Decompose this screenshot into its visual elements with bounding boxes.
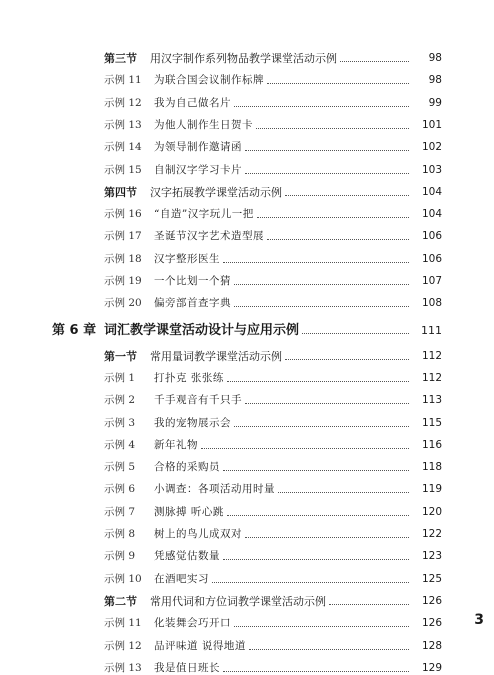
toc-example-row[interactable]: [0, 203, 494, 221]
toc-example-row[interactable]: [0, 523, 494, 541]
toc-entry-label: 示例 12: [104, 96, 142, 109]
toc-entry-title: 用汉字制作系列物品教学课堂活动示例: [150, 52, 337, 65]
toc-example-row[interactable]: [0, 501, 494, 519]
toc-entry-title: 为联合国会议制作标牌: [154, 74, 264, 87]
dot-leader: [227, 381, 409, 382]
toc-entry-page: 112: [421, 349, 442, 362]
toc-section-row[interactable]: [0, 590, 494, 608]
dot-leader: [212, 582, 409, 583]
toc-entry-label: 示例 14: [104, 141, 142, 154]
toc-example-row[interactable]: [0, 136, 494, 154]
toc-entry-label: 第一节: [104, 349, 137, 363]
toc-entry-title: 品评味道 说得地道: [154, 639, 246, 652]
dot-leader: [249, 649, 409, 650]
toc-entry-page: 106: [421, 230, 442, 243]
toc-entry-title: 测脉搏 听心跳: [154, 505, 224, 518]
toc-entry-page: 98: [428, 52, 442, 64]
dot-leader: [234, 626, 409, 627]
toc-entry-title: 常用代词和方位词教学课堂活动示例: [150, 594, 326, 608]
toc-example-row[interactable]: [0, 434, 494, 452]
dot-leader: [223, 671, 409, 672]
toc-entry-page: 118: [421, 461, 442, 474]
dot-leader: [245, 537, 409, 538]
toc-section-row[interactable]: [0, 345, 494, 363]
toc-entry-title: 为他人制作生日贺卡: [154, 118, 253, 131]
toc-entry-page: 104: [421, 208, 442, 221]
dot-leader: [234, 426, 409, 427]
toc-entry-label: 第 6 章: [52, 322, 97, 338]
toc-example-row[interactable]: [0, 635, 494, 653]
toc-entry-title: 常用量词教学课堂活动示例: [150, 349, 282, 363]
dot-leader: [223, 559, 409, 560]
toc-entry-title: 偏旁部首查字典: [154, 297, 231, 310]
toc-entry-title: “自造”汉字玩儿一把: [154, 208, 254, 221]
toc-entry-title: 汉字拓展教学课堂活动示例: [150, 185, 282, 199]
dot-leader: [223, 470, 409, 471]
dot-leader: [257, 217, 409, 218]
toc-entry-label: 示例 12: [104, 639, 142, 652]
toc-chapter-row[interactable]: [0, 319, 494, 337]
toc-example-row[interactable]: [0, 612, 494, 630]
toc-entry-page: 123: [421, 550, 442, 563]
toc-entry-title: 合格的采购员: [154, 461, 220, 474]
toc-entry-page: 103: [421, 163, 442, 176]
dot-leader: [256, 128, 409, 129]
toc-entry-page: 111: [421, 323, 442, 337]
toc-example-row[interactable]: [0, 456, 494, 474]
toc-entry-label: 示例 1: [104, 371, 136, 384]
dot-leader: [278, 492, 409, 493]
toc-entry-page: 125: [421, 572, 442, 585]
toc-entry-label: 第三节: [104, 52, 137, 65]
toc-entry-page: 119: [421, 483, 442, 496]
toc-entry-label: 示例 13: [104, 118, 142, 131]
toc-entry-page: 122: [421, 528, 442, 540]
toc-entry-page: 98: [428, 74, 442, 87]
toc-entry-page: 112: [421, 371, 442, 384]
toc-entry-label: 示例 15: [104, 163, 142, 176]
toc-entry-page: 106: [421, 252, 442, 265]
dot-leader: [227, 515, 409, 516]
toc-entry-page: 113: [421, 394, 442, 407]
toc-entry-title: 一个比划一个猜: [154, 275, 231, 287]
toc-example-row[interactable]: [0, 248, 494, 266]
toc-entry-title: 我为自己做名片: [154, 96, 231, 109]
dot-leader: [267, 83, 409, 84]
dot-leader: [234, 306, 409, 307]
toc-entry-page: 108: [421, 297, 442, 310]
toc-entry-label: 示例 7: [104, 505, 136, 518]
toc-entry-page: 126: [421, 594, 442, 607]
toc-entry-label: 示例 8: [104, 528, 136, 540]
toc-entry-page: 101: [421, 118, 442, 131]
toc-example-row[interactable]: [0, 412, 494, 430]
toc-entry-label: 示例 20: [104, 297, 142, 310]
dot-leader: [223, 262, 409, 263]
toc-entry-title: 汉字整形医生: [154, 252, 220, 265]
page-number: 3: [474, 612, 484, 628]
toc-entry-label: 示例 18: [104, 252, 142, 265]
toc-entry-page: 115: [421, 416, 442, 429]
dot-leader: [201, 448, 409, 449]
toc-example-row[interactable]: [0, 657, 494, 675]
toc-example-row[interactable]: [0, 292, 494, 310]
dot-leader: [285, 359, 409, 360]
toc-entry-page: 128: [421, 639, 442, 652]
toc-example-row[interactable]: [0, 159, 494, 177]
toc-entry-title: 千手观音有千只手: [154, 394, 242, 407]
toc-entry-label: 示例 19: [104, 275, 142, 287]
toc-entry-title: 化装舞会巧开口: [154, 617, 231, 630]
toc-entry-label: 示例 16: [104, 208, 142, 221]
toc-entry-title: 树上的鸟儿成双对: [154, 528, 242, 540]
toc-entry-label: 示例 9: [104, 550, 136, 563]
toc-entry-page: 99: [428, 96, 442, 109]
toc-entry-title: 我的宠物展示会: [154, 416, 231, 429]
toc-entry-title: 为领导制作邀请函: [154, 141, 242, 154]
toc-entry-label: 示例 6: [104, 483, 136, 496]
dot-leader: [340, 61, 409, 62]
dot-leader: [245, 403, 409, 404]
toc-entry-page: 104: [421, 185, 442, 198]
toc-entry-label: 示例 10: [104, 572, 142, 585]
toc-entry-label: 第四节: [104, 185, 137, 199]
toc-example-row[interactable]: [0, 367, 494, 385]
toc-entry-title: 词汇教学课堂活动设计与应用示例: [104, 322, 300, 338]
toc-entry-label: 示例 3: [104, 416, 136, 429]
toc-entry-page: 126: [421, 617, 442, 630]
toc-entry-label: 示例 5: [104, 461, 136, 474]
toc-entry-title: 在酒吧实习: [154, 572, 209, 585]
toc-example-row[interactable]: [0, 270, 494, 288]
toc-example-row[interactable]: [0, 225, 494, 243]
toc-entry-title: 圣诞节汉字艺术造型展: [154, 230, 264, 243]
toc-entry-page: 120: [421, 505, 442, 518]
toc-entry-label: 示例 11: [104, 617, 142, 630]
toc-entry-label: 示例 11: [104, 74, 142, 87]
dot-leader: [245, 173, 409, 174]
toc-example-row[interactable]: [0, 92, 494, 110]
dot-leader: [267, 239, 409, 240]
toc-entry-page: 102: [421, 141, 442, 154]
dot-leader: [285, 195, 409, 196]
toc-entry-page: 116: [421, 438, 442, 451]
toc-example-row[interactable]: [0, 568, 494, 586]
toc-example-row[interactable]: [0, 545, 494, 563]
toc-entry-page: 107: [421, 275, 442, 287]
toc-entry-title: 小调查：各项活动用时量: [154, 483, 275, 496]
toc-example-row[interactable]: [0, 478, 494, 496]
toc-example-row[interactable]: [0, 389, 494, 407]
toc-entry-label: 示例 17: [104, 230, 142, 243]
toc-entry-label: 示例 13: [104, 661, 142, 674]
dot-leader: [329, 604, 409, 605]
toc-entry-label: 示例 2: [104, 394, 136, 407]
toc-entry-title: 我是值日班长: [154, 661, 220, 674]
dot-leader: [245, 150, 409, 151]
toc-entry-title: 新年礼物: [154, 438, 198, 451]
toc-entry-page: 129: [421, 661, 442, 674]
toc-entry-title: 自制汉字学习卡片: [154, 163, 242, 176]
toc-entry-label: 示例 4: [104, 438, 136, 451]
toc-entry-title: 打扑克 张张练: [154, 371, 224, 384]
dot-leader: [234, 106, 409, 107]
toc-section-row[interactable]: [0, 181, 494, 199]
toc-entry-label: 第二节: [104, 594, 137, 608]
toc-example-row[interactable]: [0, 69, 494, 87]
toc-section-row[interactable]: [0, 47, 494, 65]
dot-leader: [234, 284, 409, 285]
toc-entry-title: 凭感觉估数量: [154, 550, 220, 563]
toc-example-row[interactable]: [0, 114, 494, 132]
dot-leader: [302, 333, 409, 334]
